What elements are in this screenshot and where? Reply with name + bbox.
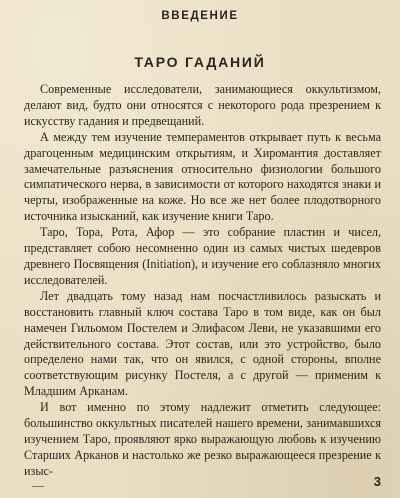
paragraph: Таро, Тора, Рота, Афор — это собрание пластин и чисел, представляет собою несомненно один из самых чистых шедевров древнего Посвящения (Initiation), и изучение его соблазняло многих исследователей. [24,225,381,287]
footer-mark: — [32,478,44,492]
body-text [24,82,381,480]
running-head: ВВЕДЕНИЕ [161,10,239,22]
paragraph: Лет двадцать тому назад нам посчастливилось разыскать и восстановить главный ключ состава Таро в том виде, как он был намечен Гильомом Постелем и Элифасом Леви, не указавшими его действительного состава. Этот состав, или это устройство, было определено нами так, что он явился, с одной стороны, вполне соответствующим рисунку Постеля, а с другой — применим к Младшим Арканам. [24,288,381,399]
page-footer [24,470,381,490]
paragraph: А между тем изучение темпераментов открывает путь к весьма драгоценным медицинским открытиям, и Хиромантия доставляет замечательные разъяснения относительно физиологии большого симпатического нерва, в зависимости от которого находятся знаки и черты, изображенные на коже. Но все же нет более плодотворного источника изысканий, как изучение книги Таро. [24,129,381,224]
paragraph: И вот именно по этому надлежит отметить следующее: большинство оккультных писателей нашего времени, занимавшихся изучением Таро, проявляют ярко выражающую любовь к изучению Старших Арканов и настолько же резко выражающееся презрение к изыс- [24,400,381,478]
chapter-title: ТАРО ГАДАНИЙ [134,54,266,70]
paragraph: Современные исследователи, занимающиеся оккультизмом, делают вид, будто они относятся с некоторого рода презрением к искусству гадания и предвещаний. [24,82,381,128]
page-number: 3 [373,474,381,489]
